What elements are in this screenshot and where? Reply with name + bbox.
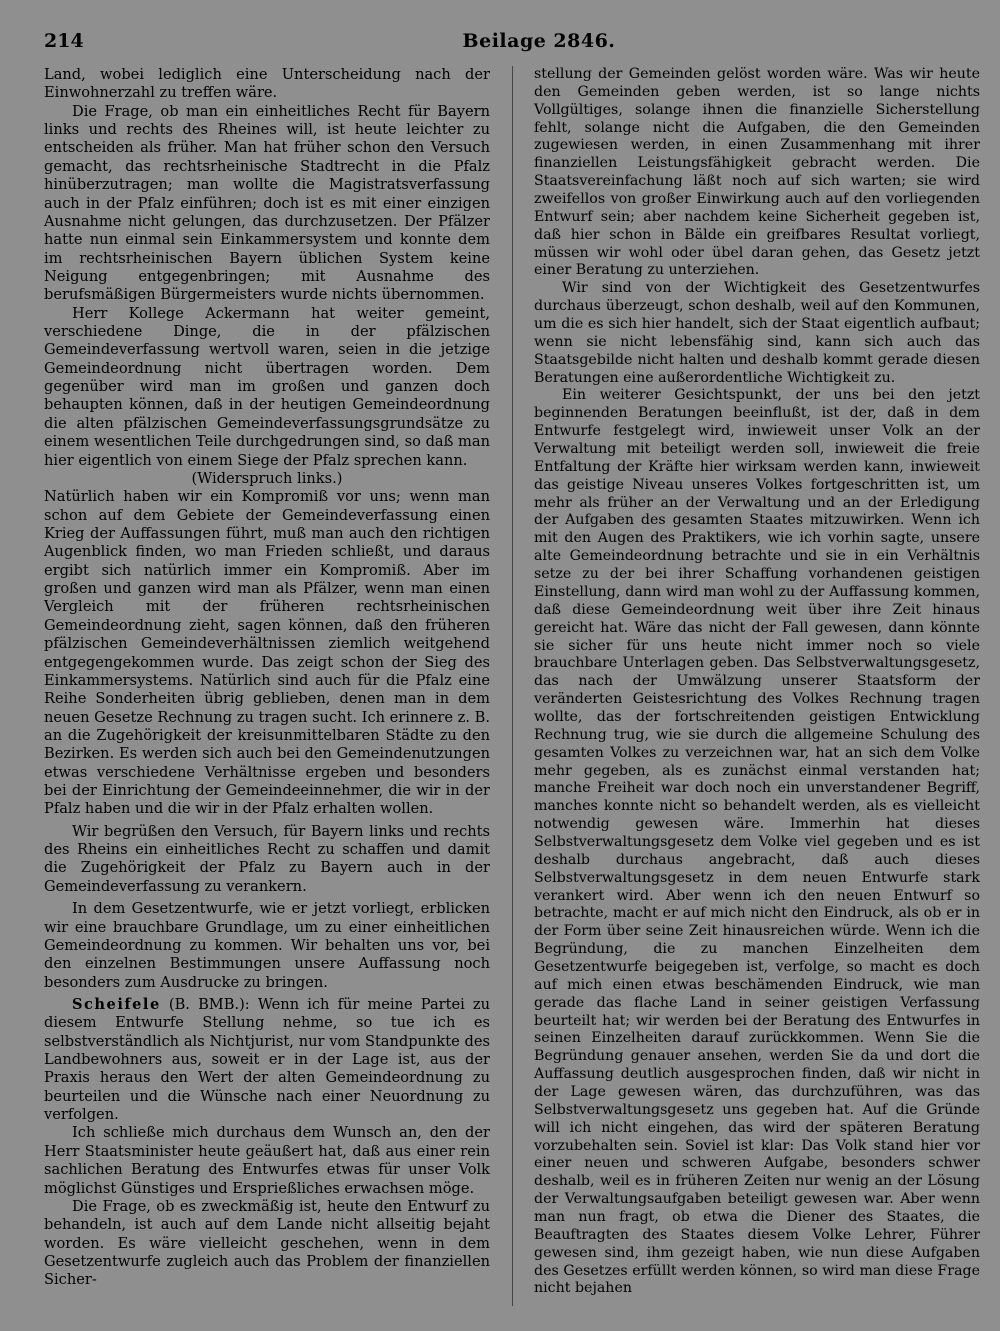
paragraph: In dem Gesetzentwurfe, wie er jetzt vorliegt, erblicken wir eine brauchbare Grundlage, um zu einer einheitlichen Gemeindeordnung zu kommen. Wir behalten uns vor, bei den einzelnen Bestimmungen unsere Auffassung noch besonders zum Ausdrucke zu bringen. [44, 900, 490, 991]
page-number: 214 [44, 30, 84, 52]
paragraph-text: Wenn ich für meine Partei zu diesem Entwurfe Stellung nehme, so tue ich es selbstverständlich als Nichtjurist, nur vom Standpunkte des Landbewohners aus, soweit er in der Lage ist, aus der Praxis heraus den Wert der alten Gemeindeordnung zu beurteilen und die Wünsche nach einer Neuordnung zu verfolgen. [44, 995, 490, 1124]
paragraph: stellung der Gemeinden gelöst worden wäre. Was wir heute den Gemeinden geben werden, ist so lange nichts Vollgültiges, solange ihnen die finanzielle Sicherstellung fehlt, solange nicht die Aufgaben, die den Gemeinden zugewiesen werden, in einen Zusammenhang mit ihrer finanziellen Leistungsfähigkeit gebracht werden. Die Staatsvereinfachung läßt noch auf sich warten; sie wird zweifellos von großer Einwirkung auch auf den vorliegenden Entwurf sein; aber nachdem keine Sicherheit gegeben ist, daß hier schon in Bälde ein greifbares Resultat vorliegt, müssen wir wohl oder übel daran gehen, das Gesetz jetzt einer Beratung zu unterziehen. [534, 66, 980, 279]
paragraph: Herr Kollege Ackermann hat weiter gemeint, verschiedene Dinge, die in der pfälzischen Gemeindeverfassung wertvoll waren, seien in die jetzige Gemeindeordnung nicht übertragen worden. Dem gegenüber wird man im großen und ganzen doch behaupten können, daß in der heutigen Gemeindeordnung die alten pfälzischen Gemeindeverfassungsgrundsätze zu einem wesentlichen Teile durchgedrungen sind, so daß man hier eigentlich von einem Siege der Pfalz sprechen kann. [44, 304, 490, 469]
speaker-party: (B. BMB.): [168, 995, 250, 1013]
page-header [44, 30, 956, 64]
speaker-paragraph [44, 996, 490, 1125]
paragraph: Natürlich haben wir ein Kompromiß vor uns; wenn man schon auf dem Gebiete der Gemeindeverfassung einen Krieg der Auffassungen führt, muß man auch den richtigen Augenblick finden, wo man Frieden schließt, und daraus ergibt sich natürlich immer ein Kompromiß. Aber im großen und ganzen wird man als Pfälzer, wenn man einen Vergleich mit der früheren rechtsrheinischen Gemeindeordnung zieht, sagen können, daß den früheren pfälzischen Gemeindeverhältnissen ziemlich weitgehend entgegengekommen wurde. Das zeigt schon der Sieg des Einkammersystems. Natürlich sind auch für die Pfalz eine Reihe Sonderheiten übrig geblieben, denen man in dem neuen Gesetze Rechnung zu tragen sucht. Ich erinnere z. B. an die Zugehörigkeit der kreisunmittelbaren Städte zu den Bezirken. Es werden sich auch bei den Gemeindenutzungen etwas verschiedene Verhältnisse ergeben und besonders bei der Einrichtung der Gemeindeeinnehmer, die wir in der Pfalz haben und die wir in der Pfalz erhalten wollen. [44, 488, 490, 818]
paragraph: Ich schließe mich durchaus dem Wunsch an, den der Herr Staatsminister heute geäußert hat, daß aus einer rein sachlichen Beratung des Entwurfes etwas für unser Volk möglichst Günstiges und Ersprießliches erwachsen möge. [44, 1124, 490, 1197]
speaker-name: Scheifele [72, 995, 161, 1013]
paragraph: Ein weiterer Gesichtspunkt, der uns bei den jetzt beginnenden Beratungen beeinflußt, ist der, daß in dem Entwurfe festgelegt wird, inwieweit unser Volk an der Verwaltung mit beteiligt werden soll, inwieweit die freie Entfaltung der Kräfte hier wirksam werden kann, inwieweit das geistige Niveau unseres Volkes fortgeschritten ist, um mehr als früher an der Verwaltung und an der Erledigung der Aufgaben des gesamten Staates mitzuwirken. Wenn ich mit den Augen des Praktikers, wie ich vorhin sagte, unsere alte Gemeindeordnung betrachte und sie in ein Verhältnis setze zu der bei ihrer Schaffung vorhandenen geistigen Einstellung, dann wird man wohl zu der Auffassung kommen, daß diese Gemeindeordnung weit über ihre Zeit hinaus gereicht hat. Wäre das nicht der Fall gewesen, dann könnte sie sicher für uns heute nicht immer noch so viele brauchbare Unterlagen geben. Das Selbstverwaltungsgesetz, das nach der Umwälzung unserer Staatsform der veränderten Geistesrichtung des Volkes Rechnung tragen wollte, das der fortschreitenden geistigen Entwicklung Rechnung trug, wie sie durch die allgemeine Schulung des gesamten Volkes zu verzeichnen war, hat an sich dem Volke mehr gegeben, als es zunächst einmal verstanden hat; manche Freiheit war doch noch ein unverstandener Begriff, manches konnte nicht so behandelt werden, als es vielleicht notwendig gewesen wäre. Immerhin hat dieses Selbstverwaltungsgesetz dem Volke viel gegeben und es ist deshalb durchaus angebracht, daß auch dieses Selbstverwaltungsgesetz in dem neuen Entwurfe stark verankert wird. Aber wenn ich den neuen Entwurf so betrachte, macht er auf mich nicht den Eindruck, als ob er in der Form über seine Zeit hinausreichen würde. Wenn ich die Begründung, die zu manchen Einzelheiten dem Gesetzentwurfe beigegeben ist, verfolge, so macht es doch auf mich einen etwas beschämenden Eindruck, wie man gerade das flache Land in seiner geistigen Verfassung beurteilt hat; wir werden bei der Beratung des Entwurfes in seinen Einzelheiten darauf zurückkommen. Wenn Sie die Begründung genauer ansehen, werden Sie da und dort die Auffassung deutlich ausgesprochen finden, daß wir nicht in der Lage gewesen wären, das durchzuführen, was das Selbstverwaltungsgesetz uns gegeben hat. Auf die Gründe will ich nicht eingehen, das wird der späteren Beratung vorzubehalten sein. Soviel ist klar: Das Volk stand hier vor einer neuen und schweren Aufgabe, besonders schwer deshalb, weil es in früheren Zeiten nur wenig an der Lösung der Verwaltungsaufgaben beteiligt gewesen war. Aber wenn man nun fragt, ob etwa die Diener des Staates, die Beauftragten des Staates diesem Volke Lehrer, Führer gewesen sind, ihm gezeigt haben, wie nun diese Aufgaben des Gesetzes erfüllt werden können, so wird man diese Frage nicht bejahen [534, 387, 980, 1297]
paragraph: Die Frage, ob es zweckmäßig ist, heute den Entwurf zu behandeln, ist auch auf dem Lande nicht allseitig bejaht worden. Es wäre vielleicht geschehen, wenn in dem Gesetzentwurfe zugleich auch das Problem der finanziellen Sicher- [44, 1197, 490, 1289]
page-title: Beilage 2846. [462, 30, 616, 52]
paragraph: Land, wobei lediglich eine Unterscheidung nach der Einwohnerzahl zu treffen wäre. [44, 66, 490, 102]
interjection: (Widerspruch links.) [191, 469, 343, 487]
right-column [534, 66, 980, 1298]
left-column [44, 66, 490, 1290]
paragraph: Wir sind von der Wichtigkeit des Gesetzentwurfes durchaus überzeugt, schon deshalb, weil auf den Kommunen, um die es sich hier handelt, sich der Staat eigentlich aufbaut; wenn sie nicht lebensfähig sind, kann sich auch das Staatsgebilde nicht halten und deshalb kommt gerade diesen Beratungen eine außerordentliche Wichtigkeit zu. [534, 280, 980, 386]
paragraph: Die Frage, ob man ein einheitliches Recht für Bayern links und rechts des Rheines will, ist heute leichter zu entscheiden als früher. Man hat früher schon den Versuch gemacht, das rechtsrheinische Stadtrecht in die Pfalz hinüberzutragen; man wollte die Magistratsverfassung auch in der Pfalz einführen; doch ist es mit einer einzigen Ausnahme nicht gelungen, das durchzusetzen. Der Pfälzer hatte nun einmal sein Einkammersystem und konnte dem im rechtsrheinischen Bayern üblichen System keine Neigung entgegenbringen; mit Ausnahme des berufsmäßigen Bürgermeisters wurde nichts übernommen. [44, 102, 490, 304]
paragraph: Wir begrüßen den Versuch, für Bayern links und rechts des Rheins ein einheitliches Recht zu schaffen und damit die Zugehörigkeit der Pfalz zu Bayern auch in der Gemeindeverfassung zu verankern. [44, 822, 490, 895]
column-divider [512, 66, 513, 1306]
